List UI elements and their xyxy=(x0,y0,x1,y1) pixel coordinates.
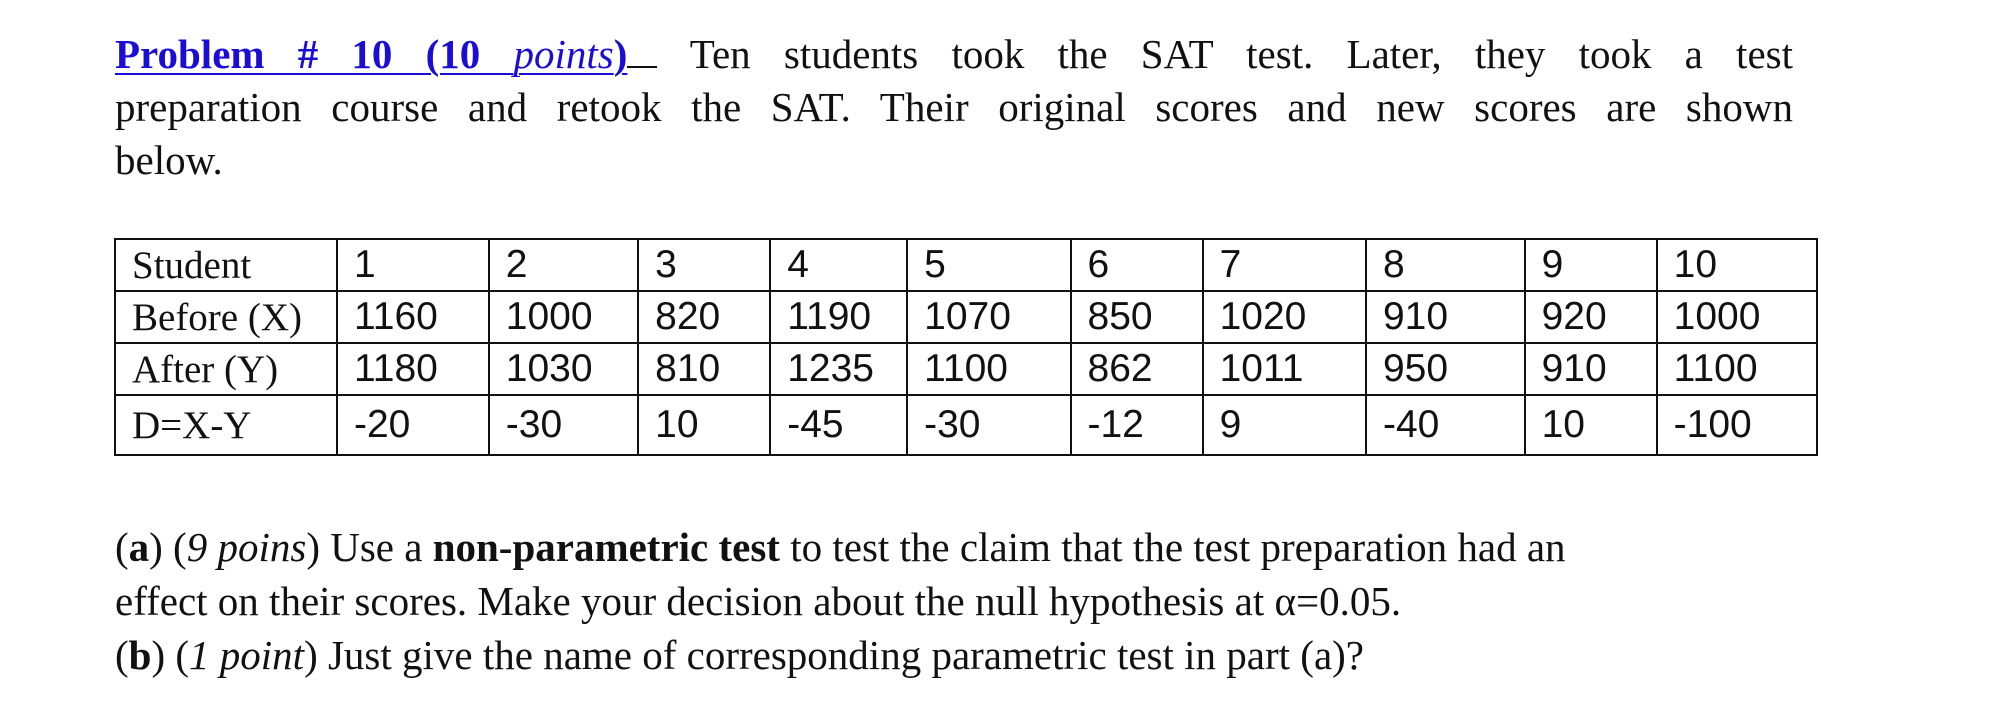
table-cell: 1011 xyxy=(1203,343,1366,395)
row-header: D=X-Y xyxy=(115,395,337,455)
problem-label: Problem # 10 (10 xyxy=(115,31,514,77)
table-cell: -12 xyxy=(1071,395,1203,455)
row-header: Student xyxy=(115,239,337,291)
intro-line-2: preparation course and retook the SAT. Their original scores and new scores are shown xyxy=(115,84,1793,130)
intro-line-1-text: Ten students took the SAT test. Later, they took a test xyxy=(657,31,1793,77)
question-a-text-rest: to test the claim that the test preparation had an xyxy=(779,524,1566,570)
problem-close-paren: ) xyxy=(613,31,628,77)
table-cell: 9 xyxy=(1525,239,1657,291)
table-cell: -40 xyxy=(1366,395,1525,455)
table-cell: 3 xyxy=(638,239,770,291)
question-a-close: ) ( xyxy=(149,524,187,570)
table-row xyxy=(115,343,1817,395)
table-cell: 1070 xyxy=(907,291,1070,343)
table-cell: 1020 xyxy=(1203,291,1366,343)
table-cell: 7 xyxy=(1203,239,1366,291)
table-cell: 5 xyxy=(907,239,1070,291)
intro-line-3: below. xyxy=(115,137,223,183)
problem-link[interactable] xyxy=(115,31,627,77)
table-cell: 810 xyxy=(638,343,770,395)
table-cell: 6 xyxy=(1071,239,1203,291)
question-a-line-1 xyxy=(115,520,1895,574)
scores-table xyxy=(114,238,1818,456)
answer-blank xyxy=(627,36,657,68)
table-cell: -20 xyxy=(337,395,489,455)
table-cell: 1100 xyxy=(907,343,1070,395)
table-cell: 1160 xyxy=(337,291,489,343)
table-cell: 1100 xyxy=(1657,343,1817,395)
question-a-letter: a xyxy=(128,524,150,570)
table-cell: 8 xyxy=(1366,239,1525,291)
question-a-line-2: effect on their scores. Make your decision about the null hypothesis at α=0.05. xyxy=(115,578,1402,624)
question-b-line xyxy=(115,628,1895,682)
table-cell: 820 xyxy=(638,291,770,343)
question-a-open: ( xyxy=(115,524,129,570)
question-b-close: ) ( xyxy=(151,632,190,678)
question-a-bold-term: non-parametric test xyxy=(432,524,780,570)
row-header: After (Y) xyxy=(115,343,337,395)
table-cell: 1180 xyxy=(337,343,489,395)
table-cell: 1000 xyxy=(1657,291,1817,343)
table-cell: 850 xyxy=(1071,291,1203,343)
table-cell: 910 xyxy=(1366,291,1525,343)
table-cell: 10 xyxy=(1657,239,1817,291)
problem-intro xyxy=(115,28,1793,187)
scores-table-body xyxy=(115,239,1817,455)
table-cell: 950 xyxy=(1366,343,1525,395)
table-cell: 1 xyxy=(337,239,489,291)
question-a-text: ) Use a xyxy=(306,524,433,570)
table-cell: -30 xyxy=(907,395,1070,455)
question-b-points: 1 point xyxy=(189,632,305,678)
table-cell: -100 xyxy=(1657,395,1817,455)
table-row xyxy=(115,395,1817,455)
question-b-letter: b xyxy=(128,632,152,678)
row-header: Before (X) xyxy=(115,291,337,343)
table-cell: 910 xyxy=(1525,343,1657,395)
question-a-points: 9 poins xyxy=(186,524,307,570)
table-cell: 1235 xyxy=(770,343,907,395)
table-cell: 4 xyxy=(770,239,907,291)
table-cell: 1030 xyxy=(489,343,638,395)
table-cell: -45 xyxy=(770,395,907,455)
questions xyxy=(115,520,1895,682)
points-word: points xyxy=(513,31,614,77)
table-cell: 1000 xyxy=(489,291,638,343)
table-cell: 9 xyxy=(1203,395,1366,455)
table-row xyxy=(115,291,1817,343)
table-cell: 1190 xyxy=(770,291,907,343)
table-row xyxy=(115,239,1817,291)
intro-line-1 xyxy=(115,28,1793,81)
table-cell: 862 xyxy=(1071,343,1203,395)
question-b-open: ( xyxy=(115,632,129,678)
table-cell: 10 xyxy=(638,395,770,455)
table-cell: 920 xyxy=(1525,291,1657,343)
table-cell: 10 xyxy=(1525,395,1657,455)
question-b-text: ) Just give the name of corresponding parametric test in part (a)? xyxy=(304,632,1364,678)
table-cell: 2 xyxy=(489,239,638,291)
table-cell: -30 xyxy=(489,395,638,455)
